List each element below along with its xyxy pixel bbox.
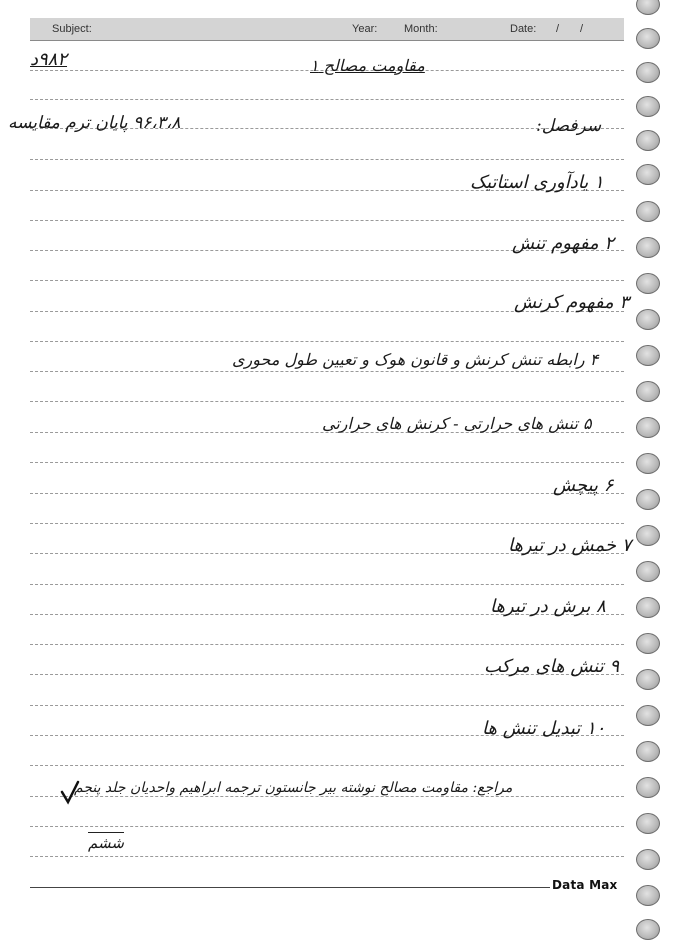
ruled-line (30, 493, 624, 494)
binding-hole (636, 273, 660, 294)
binding-hole (636, 633, 660, 654)
binding-hole (636, 62, 660, 83)
ruled-line (30, 584, 624, 585)
binding-hole (636, 525, 660, 546)
binding-hole (636, 0, 660, 15)
binding-hole (636, 28, 660, 49)
binding-hole (636, 849, 660, 870)
course-code: ۹۸۲د (30, 49, 68, 70)
outline-item: ۷ خمش در تیرها (508, 535, 632, 556)
ruled-line (30, 159, 624, 160)
ruled-line (30, 523, 624, 524)
binding-hole (636, 705, 660, 726)
checkmark-icon (60, 780, 80, 806)
ruled-line (30, 765, 624, 766)
ruled-line (30, 462, 624, 463)
date-separator: / (580, 23, 584, 35)
binding-hole (636, 237, 660, 258)
outline-item: ۱ یادآوری استاتیک (470, 172, 604, 193)
date-separator: / (556, 23, 560, 35)
binding-hole (636, 669, 660, 690)
binding-hole (636, 741, 660, 762)
page-title: مقاومت مصالح ۱ (310, 56, 425, 75)
binding-hole (636, 417, 660, 438)
binding-hole (636, 919, 660, 940)
binding-hole (636, 381, 660, 402)
ruled-line (30, 856, 624, 857)
binding-hole (636, 813, 660, 834)
ruled-line (30, 341, 624, 342)
outline-item: ۹ تنش های مرکب (484, 656, 620, 677)
ruled-line (30, 280, 624, 281)
ruled-line (30, 644, 624, 645)
binding-hole (636, 453, 660, 474)
outline-item: ۳ مفهوم کرنش (514, 292, 630, 313)
footer-line (30, 887, 550, 888)
binding-hole (636, 201, 660, 222)
ruled-line (30, 99, 624, 100)
binding-hole (636, 561, 660, 582)
binding-hole (636, 597, 660, 618)
outline-heading: سرفصل: (536, 116, 602, 136)
date-label: Date: (510, 23, 537, 35)
binding-hole (636, 345, 660, 366)
page-header (30, 18, 624, 41)
outline-item: ۲ مفهوم تنش (512, 233, 614, 254)
year-label: Year: (352, 23, 378, 35)
brand-logo: Data Max (552, 878, 618, 892)
binding-hole (636, 489, 660, 510)
binding-hole (636, 96, 660, 117)
outline-item: ۵ تنش های حرارتی - کرنش های حرارتی (322, 414, 592, 433)
ruled-line (30, 796, 624, 797)
reference-note: مراجع: مقاومت مصالح نوشته بیر جانستون ترجمه ابراهیم واحدیان جلد پنجم (74, 780, 513, 796)
binding-hole (636, 777, 660, 798)
binding-hole (636, 164, 660, 185)
binding-hole (636, 885, 660, 906)
ruled-line (30, 220, 624, 221)
month-label: Month: (404, 23, 438, 35)
binding-hole (636, 309, 660, 330)
exam-date-note: ۹۶،۳،۸ پایان ترم مقایسه (8, 113, 181, 133)
ruled-line (30, 705, 624, 706)
ruled-line (30, 401, 624, 402)
outline-item: ۸ برش در تیرها (490, 596, 606, 617)
subject-label: Subject: (52, 23, 92, 35)
ruled-line (30, 371, 624, 372)
outline-item: ۴ رابطه تنش کرنش و قانون هوک و تعیین طول محوری (232, 350, 599, 369)
outline-item: ۶ پیچش (553, 475, 614, 496)
binding-hole (636, 130, 660, 151)
ruled-line (30, 826, 624, 827)
outline-item: ۱۰ تبدیل تنش ها (482, 718, 606, 739)
reference-extra-note: ششم (88, 834, 124, 852)
